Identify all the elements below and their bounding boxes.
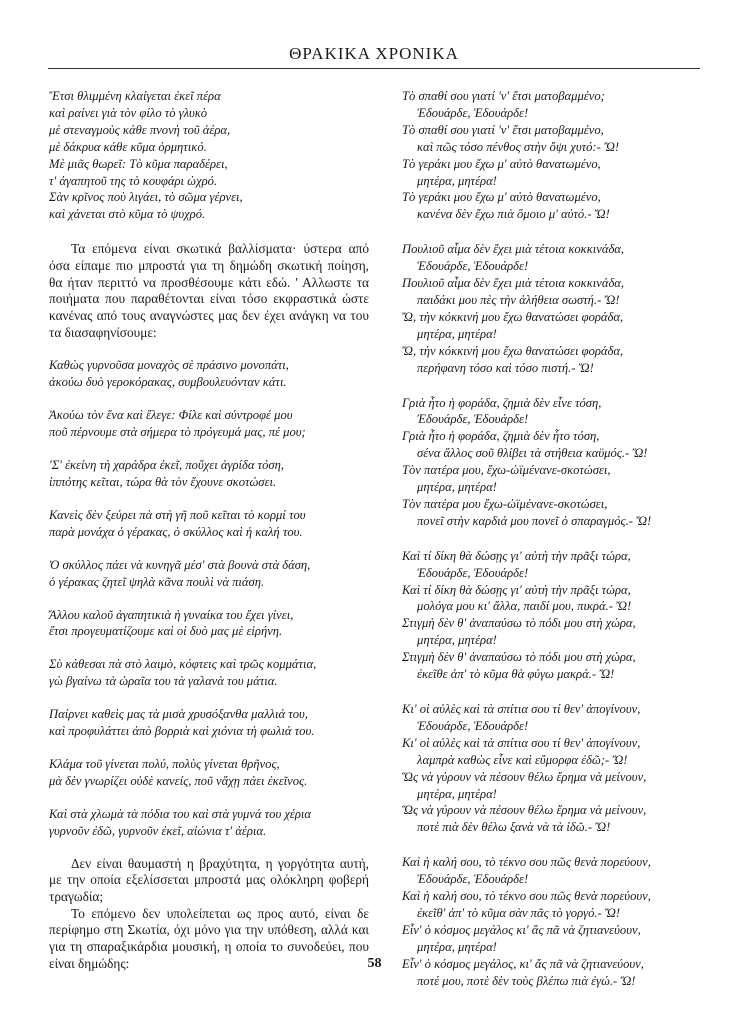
stanza-gap <box>49 640 369 656</box>
prose-block <box>49 856 369 973</box>
verse-line: παιδάκι μου πὲς τὴν ἀλήθεια σωστή.- Ὤ! <box>417 292 620 307</box>
verse-line: καὶ πῶς τόσο πένθος στὴν ὄψι χυτό:- Ὤ! <box>417 139 620 154</box>
verse-line: Ἐδουάρδε, Ἐδουάρδε! <box>417 105 529 120</box>
verse-line: ἱππότης κεῖται, τώρα θὰ τὸν ἔχουνε σκοτώσει. <box>49 475 277 489</box>
running-header: ΘΡΑΚΙΚΑ ΧΡΟΝΙΚΑ <box>289 44 459 63</box>
verse-line: 'Σ' ἐκείνη τὴ χαράδρα ἐκεῖ, ποὔχει ἀγρίδα τόση, <box>49 458 285 473</box>
verse-line: ἀκούω δυὸ γεροκόρακας, συμβουλευόνταν κάτι. <box>49 375 287 390</box>
verse-line: περήφανη τόσο καὶ τόσο πιστή.- Ὤ! <box>417 360 594 375</box>
verse-line: παρὰ μονάχα ὁ γέρακας, ὁ σκύλλος καὶ ἡ καλή του. <box>49 524 303 539</box>
verse-line: Τὸν πατέρα μου ἔχω-ὠϊμένανε-σκοτώσει, <box>402 496 608 511</box>
verse-line: μὲ δάκρυα κάθε κῦμα ὁρμητικό. <box>49 139 207 154</box>
header-rule <box>48 68 700 69</box>
verse-line: Γριὰ ἦτο ἡ φοράδα, ζημιὰ δὲν ἦτο τόση, <box>402 429 600 444</box>
verse-line: Ὥς νὰ γύρουν νὰ πέσουν θέλω ἔρημα νὰ μείνουν, <box>402 803 647 818</box>
verse-line: Παίρνει καθεὶς μας τὰ μισὰ χρυσόξανθα μαλλιά του, <box>49 707 308 722</box>
verse-line: Ἐδουάρδε, Ἐδουάρδε! <box>417 259 529 274</box>
verse-line: μολόγα μου κι' ἄλλα, παιδί μου, πικρά.- Ὤ! <box>417 599 632 614</box>
right-column <box>402 88 702 990</box>
verse-line: μητέρα, μητέρα! <box>417 326 497 341</box>
verse-line: καὶ ραίνει γιὰ τὸν φίλο τὸ γλυκὸ <box>49 105 208 120</box>
verse-line: μητέρα, μητέρα! <box>417 480 497 495</box>
verse-line: γὼ βγαίνω τὰ ὡραῖα του τὰ γαλανὰ του μάτια. <box>49 674 278 689</box>
verse-line: Εἶν' ὁ κόσμος μεγάλος, κι' ἄς πᾶ νὰ ζητιανεύουν, <box>402 956 644 971</box>
verse-line: Ἀκούω τὸν ἕνα καὶ ἔλεγε: Φίλε καὶ σύντροφέ μου <box>49 408 293 423</box>
verse-line: Στιγμὴ δὲν θ' ἀναπαύσω τὸ πόδι μου στὴ χώρα, <box>402 616 636 631</box>
verse-line: Σὺ κάθεσαι πὰ στὸ λαιμὸ, κόφτεις καὶ τρῶς κομμάτια, <box>49 657 317 672</box>
left-column <box>49 88 369 973</box>
verse-line: Κλάμα τοῦ γίνεται πολύ, πολὺς γίνεται θρῆνος, <box>49 756 280 771</box>
stanza-gap <box>49 391 369 407</box>
verse-line: Τὸ σπαθί σου γιατί 'ν' ἔτσι ματοβαμμένο; <box>402 89 605 103</box>
stanza-gap <box>49 341 369 357</box>
stanza-gap <box>49 840 369 856</box>
verse-line: ἐκεῖθ' ἀπ' τὸ κῦμα σὰν πᾶς τὸ γοργό.- Ὤ! <box>417 905 621 920</box>
verse-line: Πουλιοῦ αἷμα δὲν ἔχει μιὰ τέτοια κοκκινάδα, <box>402 276 625 291</box>
verse-line: Ὁ σκύλλος πάει νὰ κυνηγᾶ μέσ' στὰ βουνὰ στὰ δάση, <box>49 557 311 572</box>
verse-line: Κι' οἱ αὐλὲς καὶ τὰ σπίτια σου τί θεν' ἀπογίνουν, <box>402 702 641 716</box>
verse-line: μὰ δὲν γνωρίζει οὐδὲ κανείς, ποῦ νἄχῃ πάει ἐκεῖνος. <box>49 773 308 788</box>
verse-line: Κι' οἱ αὐλὲς καὶ τὰ σπίτια σου τί θεν' ἀπογίνουν, <box>402 735 641 750</box>
prose-paragraph: Τα επόμενα είναι σκωτικά βαλλίσματα· ύστερα από όσα είπαμε πιο μπροστά για τη δημώδη σκωτική ποίηση, θα ήταν περιττό να προσθέσουμε κάτι εδώ. ' Αλλωστε τα ποιήματα που παραθέτονται είναι τόσο εκφραστικά ώστε κανένας από τους αναγνώστες μας δεν έχει ανάγκη να του τα διασαφηνίσουμε: <box>49 241 369 340</box>
stanza-gap <box>49 541 369 557</box>
stanza-gap <box>402 377 702 395</box>
stanza-gap <box>49 591 369 607</box>
verse-line: ποῦ πέρνουμε στὰ σήμερα τὸ πρόγευμά μας, πέ μου; <box>49 425 306 440</box>
verse-line: Πουλιοῦ αἷμα δὲν ἔχει μιὰ τέτοια κοκκινάδα, <box>402 242 625 257</box>
verse-line: ἔτσι προγευματίζουμε καὶ οἱ δυὸ μας μὲ εἰρήνη. <box>49 624 283 639</box>
stanza-gap <box>402 683 702 701</box>
verse-line: Ὥς νὰ γύρουν νὰ πέσουν θέλω ἔρημα νὰ μείνουν, <box>402 769 647 784</box>
verse-line: ποτὲ πιὰ δὲν θέλω ξανὰ νὰ τὰ ἰδῶ.- Ὤ! <box>417 820 611 835</box>
verse-line: Καὶ ἡ καλή σου, τὸ τέκνο σου πῶς θενὰ πορεύουν, <box>402 855 651 870</box>
verse-line: μὲ στεναγμοὺς κάθε πνονὴ τοῦ ἀέρα, <box>49 122 231 137</box>
verse-line: Ἄλλου καλοῦ ἀγαπητικιὰ ἡ γυναίκα του ἔχει γίνει, <box>49 607 294 622</box>
verse-line: καὶ προφυλάττει ἀπὸ βορριὰ καὶ χιόνια τὴ φωλιά του. <box>49 724 315 739</box>
verse-line: Τὸ γεράκι μου ἔχω μ' αὐτὸ θανατωμένο, <box>402 190 601 205</box>
stanza-gap <box>402 836 702 854</box>
verse-line: Καὶ ἡ καλή σου, τὸ τέκνο σου πῶς θενὰ πορεύουν, <box>402 889 651 904</box>
verse-line: γυρνοῦν ἐδῶ, γυρνοῦν ἐκεῖ, αἰώνια τ' ἀέρια. <box>49 823 267 838</box>
prose-paragraph: Το επόμενο δεν υπολείπεται ως προς αυτό, είναι δε περίφημο στη Σκωτία, όχι μόνο για την υπόθεση, αλλά και για τη σπαραξικάρδια μουσική, η οποία το συνοδεύει, που είναι δημώδης: <box>49 905 369 971</box>
verse-line: πονεῖ στὴν καρδιά μου πονεῖ ὁ σπαραγμός.- Ὤ! <box>417 513 652 528</box>
verse-line: λαμπρὰ καθὼς εἶνε καὶ εὔμορφα ἐδῶ;- Ὤ! <box>417 752 628 767</box>
verse-line: Ἔτσι θλιμμένη κλαίγεται ἐκεῖ πέρα <box>49 89 221 103</box>
verse-line: Καὶ τί δίκη θὰ δώσῃς γι' αὐτὴ τὴν πρᾶξι τώρα, <box>402 582 631 597</box>
verse-line: Καὶ τί δίκη θὰ δώσῃς γι' αὐτὴ τὴν πρᾶξι τώρα, <box>402 548 631 563</box>
verse-line: Γριὰ ἦτο ἡ φοράδα, ζημιὰ δὲν εἶνε τόση, <box>402 395 602 410</box>
verse-line: μητέρα, μητέρα! <box>417 786 497 801</box>
verse-line: Σὰν κρῖνος ποὺ λιγάει, τὸ σῶμα γέρνει, <box>49 190 243 205</box>
verse-line: Καὶ στὰ χλωμὰ τὰ πόδια του καὶ στὰ γυμνά του χέρια <box>49 806 312 821</box>
stanza-gap <box>402 530 702 548</box>
verse-line: Ὤ, τὴν κόκκινή μου ἔχω θανατώσει φοράδα, <box>402 343 624 358</box>
verse-line: μητέρα, μητέρα! <box>417 173 497 188</box>
verse-line: Τὸ γεράκι μου ἔχω μ' αὐτὸ θανατωμένο, <box>402 156 601 171</box>
verse-line: Τὸν πατέρα μου, ἔχω-ὠϊμένανε-σκοτώσει, <box>402 463 611 478</box>
stanza-gap <box>49 690 369 706</box>
verse-line: μητέρα, μητέρα! <box>417 633 497 648</box>
verse-line: Ὤ, τὴν κόκκινή μου ἔχω θανατώσει φοράδα, <box>402 309 624 324</box>
verse-line: μητέρα, μητέρα! <box>417 939 497 954</box>
verse-line: σένα ἄλλος σοῦ θλίβει τὰ στήθεια καϋμός.- Ὤ! <box>417 446 648 461</box>
verse-line: Κανεὶς δὲν ξεύρει πὰ στὴ γῆ ποῦ κεῖται τὸ κορμί του <box>49 507 306 522</box>
verse-line: Ἐδουάρδε, Ἐδουάρδε! <box>417 718 529 733</box>
verse-line: Ἐδουάρδε, Ἐδουάρδε! <box>417 412 529 427</box>
stanza-gap <box>402 223 702 241</box>
verse-line: Μὲ μιᾶς θωρεῖ: Τὸ κῦμα παραδέρει, <box>49 156 228 171</box>
verse-line: καὶ χάνεται στὸ κῦμα τὸ ψυχρό. <box>49 207 206 222</box>
verse-line: Καθὼς γυρνοῦσα μοναχὸς σὲ πράσινο μονοπάτι, <box>49 358 289 373</box>
verse-line: ὁ γέρακας ζητεῖ ψηλὰ κᾶνα πουλὶ νὰ πιάση. <box>49 574 265 589</box>
prose-paragraph: Δεν είναι θαυμαστή η βραχύτητα, η γοργότητα αυτή, με την οποία εξελίσσεται μπροστά μας ολόκληρη φοβερή τραγωδία; <box>49 855 369 904</box>
verse-line: Τὸ σπαθί σου γιατί 'ν' ἔτσι ματοβαμμένο, <box>402 122 604 137</box>
verse-line: Εἶν' ὁ κόσμος μεγάλος κι' ἄς πᾶ νὰ ζητιανεύουν, <box>402 922 641 937</box>
verse-line: ποτέ μου, ποτὲ δὲν τοὺς βλέπω πιὰ ἐγώ.- Ὤ! <box>417 973 636 988</box>
stanza-gap <box>49 491 369 507</box>
verse-line: Ἐδουάρδε, Ἐδουάρδε! <box>417 872 529 887</box>
stanza-gap <box>49 441 369 457</box>
verse-line: ἐκεῖθε ἀπ' τὸ κῦμα θὰ φύγω μακρά.- Ὤ! <box>417 667 615 682</box>
verse-line: Ἐδουάρδε, Ἐδουάρδε! <box>417 565 529 580</box>
stanza-gap <box>49 790 369 806</box>
verse-line: τ' ἀγαπητοῦ της τὸ κουφάρι ὠχρό. <box>49 173 218 188</box>
page-number: 58 <box>367 956 382 971</box>
stanza-gap <box>49 740 369 756</box>
prose-block <box>49 241 369 341</box>
verse-line: κανένα δὲν ἔχω πιὰ ὅμοιο μ' αὐτό.- Ὤ! <box>417 207 610 222</box>
stanza-gap <box>49 223 369 241</box>
verse-line: Στιγμὴ δὲν θ' ἀναπαύσω τὸ πόδι μου στὴ χώρα, <box>402 650 636 665</box>
